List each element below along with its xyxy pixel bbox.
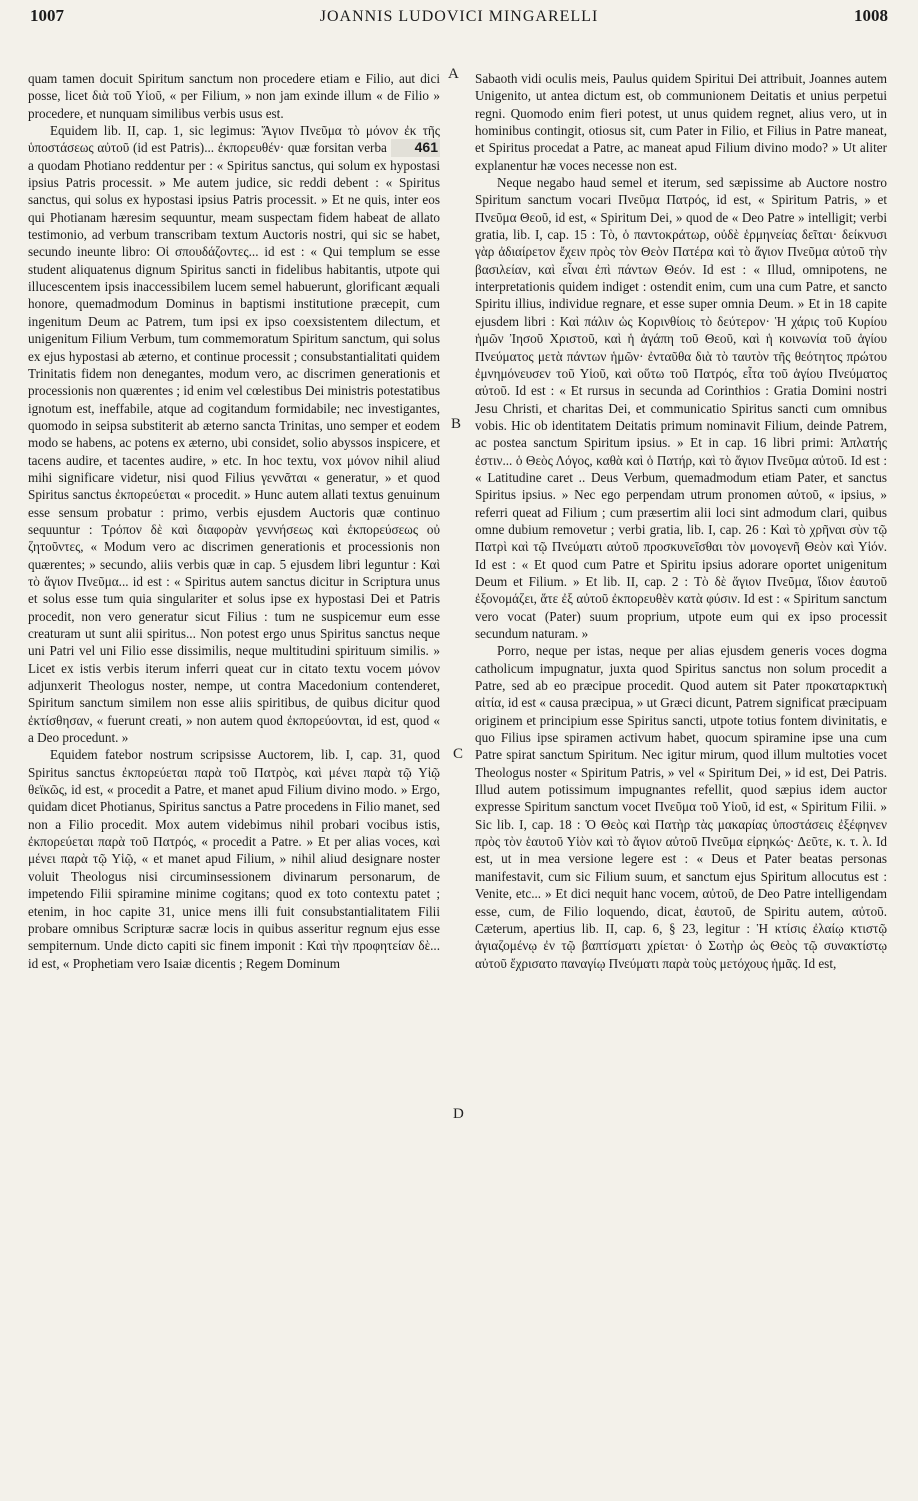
paragraph: Porro, neque per istas, neque per alias ejusdem generis voces dogma catholicum impugnatur, juxta quod Spiritus sanctus non solum procedit a Patre, sed ab eo præcipue procedit. Quod autem sit Pater προκαταρκτικὴ αἰτία, id est « causa præcipua, » ut Græci dicunt, Patrem significat præcipuam originem et principium esse Spiritus sancti, utpote totius fontem divinitatis, e quo Filius ipse spiramen activum habet, quocum spiramine ipse una cum Patre spirat sanctum Spiritum. Nec igitur mirum, quod illum multoties vocet Theologus noster « Spiritum Patris, » vel « Spiritum Dei, » id est, Dei Patris. Illud autem potissimum impugnantes refellit, quod sæpius idem auctor expresse Spiritum sanctum vocet Πνεῦμα τοῦ Υἱοῦ, id est, « Spiritum Filii. » Sic lib. I, cap. 18 : Ὁ Θεὸς καὶ Πατὴρ τὰς μακαρίας ὑποστάσεις ἐξέφηνεν πρὸς τὸν ἑαυτοῦ Υἱὸν καὶ τὸ ἅγιον αὐτοῦ Πνεῦμα εἰρηκώς· Δεῦτε, κ. τ. λ. Id est, ut in mea versione legere est : « Deus et Pater beatas personas manifestavit, cum sic Filium suum, et sanctum ejus Spiritum allocutus est : Venite, etc... » Et dici nequit hanc vocem, αὐτοῦ, de Deo Patre intelligendam esse, cum, de Filio loquendo, dicat, ἑαυτοῦ, de Spiritu autem, αὐτοῦ. Cæterum, apertius lib. II, cap. 6, § 23, legitur : Ἡ κτίσις ἐλαίῳ κτιστῷ ἁγιαζομένῳ ἐν τῷ βαπτίσματι χρίεται· ὁ Σωτὴρ ὡς Θεὸς τῷ συνακτίστῳ αὐτοῦ ἔχρισατο παναγίῳ Πνεύματι παρὰ τοὺς μετόχους ἡμᾶς. Id est, [475,643,887,971]
margin-marker-c: C [453,746,464,762]
right-text-column [475,70,887,972]
margin-marker-b: B [451,416,462,432]
page-number-right: 1008 [854,6,888,25]
paragraph-text: Equidem lib. II, cap. 1, sic legimus: Ἅγιον Πνεῦμα τὸ μόνον ἐκ τῆς ὑποστάσεως αὐτοῦ (id est Patris)... ἐκπορευθέν· quæ forsitan verba [28,123,440,156]
paragraph [28,122,440,746]
paragraph: Sabaoth vidi oculis meis, Paulus quidem Spiritui Dei attribuit, Joannes autem Unigenito, ut antea dictum est, ob communionem Deitatis et unius perpetui regni. Quomodo enim fieri potest, ut unus quidem regnet, alius vero, ut in hominibus contingit, otiosus sit, cum Pater in Filio, et Filius in Patre maneat, et Spiritus procedat a Patre, ac maneat apud Filium divino modo? » Ut aliter explanentur hæ voces necesse non est. [475,71,887,173]
paragraph: Neque negabo haud semel et iterum, sed sæpissime ab Auctore nostro Spiritum sanctum vocari Πνεῦμα Πατρός, id est, « Spiritum Patris, » et Πνεῦμα Θεοῦ, id est, « Spiritum Dei, » quod de « Deo Patre » intelligit; verbi gratia, lib. I, cap. 15 : Τὸ, ὁ παντοκράτωρ, οὐδὲ ἑρμηνείας δεῖται· δείκνυσι γὰρ ἀδιαίρετον ἔχειν πρὸς τὸν Θεὸν Πατέρα καὶ τὸ ἅγιον Πνεῦμα αὐτοῦ τὴν βασιλείαν, καὶ εἶναι ἐπὶ πάντων Θεόν. Id est : « Illud, omnipotens, ne interpretationis quidem indiget : ostendit enim, cum una cum Patre, et sancto Spiritu illius, individue regnare, et esse super omnia Deum. » Et in 18 capite ejusdem libri : Καὶ πάλιν ὡς Κορινθίοις τὸ δεύτερον· Ἡ χάρις τοῦ Κυρίου ἡμῶν Ἰησοῦ Χριστοῦ, καὶ ἡ ἀγάπη τοῦ Θεοῦ, καὶ ἡ κοινωνία τοῦ ἁγίου Πνεύματος μετὰ πάντων ἡμῶν· ἐνταῦθα διὰ τὸ ταυτὸν τῆς θεότητος πρώτου ἐμνημόνευσεν τοῦ Υἱοῦ, καὶ οὕτω τοῦ Πατρός, εἶτα τοῦ ἁγίου Πνεύματος αὐτοῦ. Id est : « Et rursus in secunda ad Corinthios : Gratia Domini nostri Jesu Christi, et charitas Dei, et communicatio Spiritus sancti cum omnibus vobis. Hic ob identitatem Deitatis primum nominavit Filium, deinde Patrem, ac postea sanctum Spiritum ipsius. » Et in cap. 16 libri primi: Ἀπλατής ἐστιν... ὁ Θεὸς Λόγος, καθὰ καὶ ὁ Πατήρ, καὶ τὸ ἅγιον Πνεῦμα αὐτοῦ. Id est : « Latitudine caret .. Deus Verbum, quemadmodum etiam Pater, et sanctus Spiritus ipsius. » Nec ego perpendam utrum pronomen αὐτοῦ, « ipsius, » referri queat ad Filium ; cum præsertim alii loci sint admodum clari, quibus omne dubium removetur ; verbi gratia, lib. I, cap. 26 : Καὶ τὸ χρῆναι σὺν τῷ Πατρὶ καὶ τῷ Πνεύματι αὐτοῦ προσκυνεῖσθαι τὸν μονογενῆ Θεὸν καὶ Υἱόν. Id est : « Et quod cum Patre et Spiritu ipsius adorare oportet unigenitum Deum et Filium. » Et lib. II, cap. 2 : Τὸ δὲ ἅγιον Πνεῦμα, ἴδιον ἑαυτοῦ ἐξονομάζει, ἅτε ἐξ αὐτοῦ ἐκπορευθὲν κατὰ φύσιν. Id est : « Spiritum sanctum vero vocat (Pater) suum proprium, utpote eum qui ex ipso processit secundum naturam. » [475,175,887,641]
margin-marker-d: D [453,1106,464,1122]
left-text-column [28,70,440,972]
margin-marker-a: A [448,66,459,82]
paragraph: Equidem fatebor nostrum scripsisse Auctorem, lib. I, cap. 31, quod Spiritus sanctus ἐκπορεύεται παρὰ τοῦ Πατρὸς, καὶ μένει παρὰ τῷ Υἱῷ θεϊκῶς, id est, « procedit a Patre, et manet apud Filium divino modo. » Ergo, quidam dicet Photianus, Spiritus sanctus a Patre procedens in Filio manet, sed non a Filio procedit. Mox autem videbimus nihil probari vocibus istis, ἐκπορεύεται παρὰ τοῦ Πατρός, « procedit a Patre. » Et per alias voces, καὶ μένει παρὰ τῷ Υἱῷ, « et manet apud Filium, » nihil aliud designare noster voluit Theologus nisi circuminsessionem divinarum personarum, de impetendo Filii spiramine minime cogitans; quod ex toto contextu patet ; etenim, in hoc capite 31, unice mens illi fuit consubstantialitatem Filii probare omnibus Scripturæ sacræ locis in quibus asseritur regnum ejus esse sempiternum. Unde dicto capiti sic finem imponit : Καὶ τὴν προφητείαν δὲ... id est, « Prophetiam vero Isaiæ dicentis ; Regem Dominum [28,747,440,971]
running-header [30,6,888,36]
column-number: 461 [391,139,440,156]
page-number-left: 1007 [30,6,64,25]
running-title: JOANNIS LUDOVICI MINGARELLI [319,8,599,25]
paragraph: quam tamen docuit Spiritum sanctum non procedere etiam e Filio, aut dici posse, licet διὰ τοῦ Υἱοῦ, « per Filium, » non jam exinde illum « de Filio » procedere, et nunquam similibus verbis usus est. [28,71,440,121]
paragraph-text: a quodam Photiano reddentur per : « Spiritus sanctus, qui solum ex hypostasi ipsius Patris processit. » Me autem judice, sic reddi debent : « Spiritus sanctus, qui solus ex hypostasi ipsius Patris processit. » Et ne quis, inter eos qui Photianam hæresim sequuntur, meam suspectam fidem habeat de allato testimonio, ad verbum transcribam textum Auctoris nostri, qui sic se habet, secundo ineunte libro: Οἱ σπουδάζοντες... id est : « Qui templum se esse student aliquatenus dignum Spiritus sancti in fidelibus habitantis, utpote qui illucescentem ipsis inaccessibilem lucem semel habuerunt, glorificant æquali honore, quemadmodum Dominus in baptismi institutione præcepit, cum ingenitum Deum ac Patrem, tum ipsi ex ipso coexsistentem dilectum, et unigenitum Filium Verbum, tum commemoratum Spiritum sanctum, qui solus ex ejus hypostasi ab æterno, et continue processit ; consubstantialitati quidem Trinitatis fidem non denegantes, modum vero, ac discrimen generationis et processionis non quærentes ; id enim vel cœlestibus Dei ministris potestatibus ignotum est, ineffabile, atque ad cogitandum formidabile; nec investigantes, quomodo in seipsa substiterit ab æterno sancta Trinitas, uno semper et eodem modo se habens, ac potens ex æterno, ubi considet, solio abyssos inspicere, et tacens audire, et tacentes audire, » etc. In hoc textu, vox μόνον nihil aliud mihi significare videtur, nisi quod Filius γεννᾶται « generatur, » et quod Spiritus sanctus ἐκπορεύεται « procedit. » Hunc autem allati textus genuinum esse sensum probatur : primo, verbis ejusdem Auctoris quæ continuo sequuntur : Τρόπον δὲ καὶ διαφορὰν γεννήσεως καὶ ἐκπορεύσεως οὐ ζητοῦντες, « Modum vero ac discrimen generationis et processionis non quærentes; » secundo, aliis verbis quæ in cap. 5 ejusdem libri leguntur : Καὶ τὸ ἅγιον Πνεῦμα... id est : « Spiritus autem sanctus dicitur in Scriptura unus et solus esse tum quia singulariter et solus ipse ex hypostasi Dei et Patris procedit, non vero generatur sicut Filius : tum ne suspicemur eum esse creaturam ut sunt alii spiritus... Non potest ergo unus Spiritus sanctus neque uni Patri vel uni Filio esse dissimilis, neque multitudini spirituum similis. » Licet ex istis verbis iterum inferri queat cur in citato textu vocem μόνον adjunxerit Theologus noster, nempe, ut contra Macedonium contenderet, Spiritum sanctum similem non esse aliis spiritibus, de quibus dicitur quod ἐκτίσθησαν, « fuerunt creati, » non autem quod ἐκπορεύονται, id est, quod « a Deo procedunt. » [28,157,440,746]
